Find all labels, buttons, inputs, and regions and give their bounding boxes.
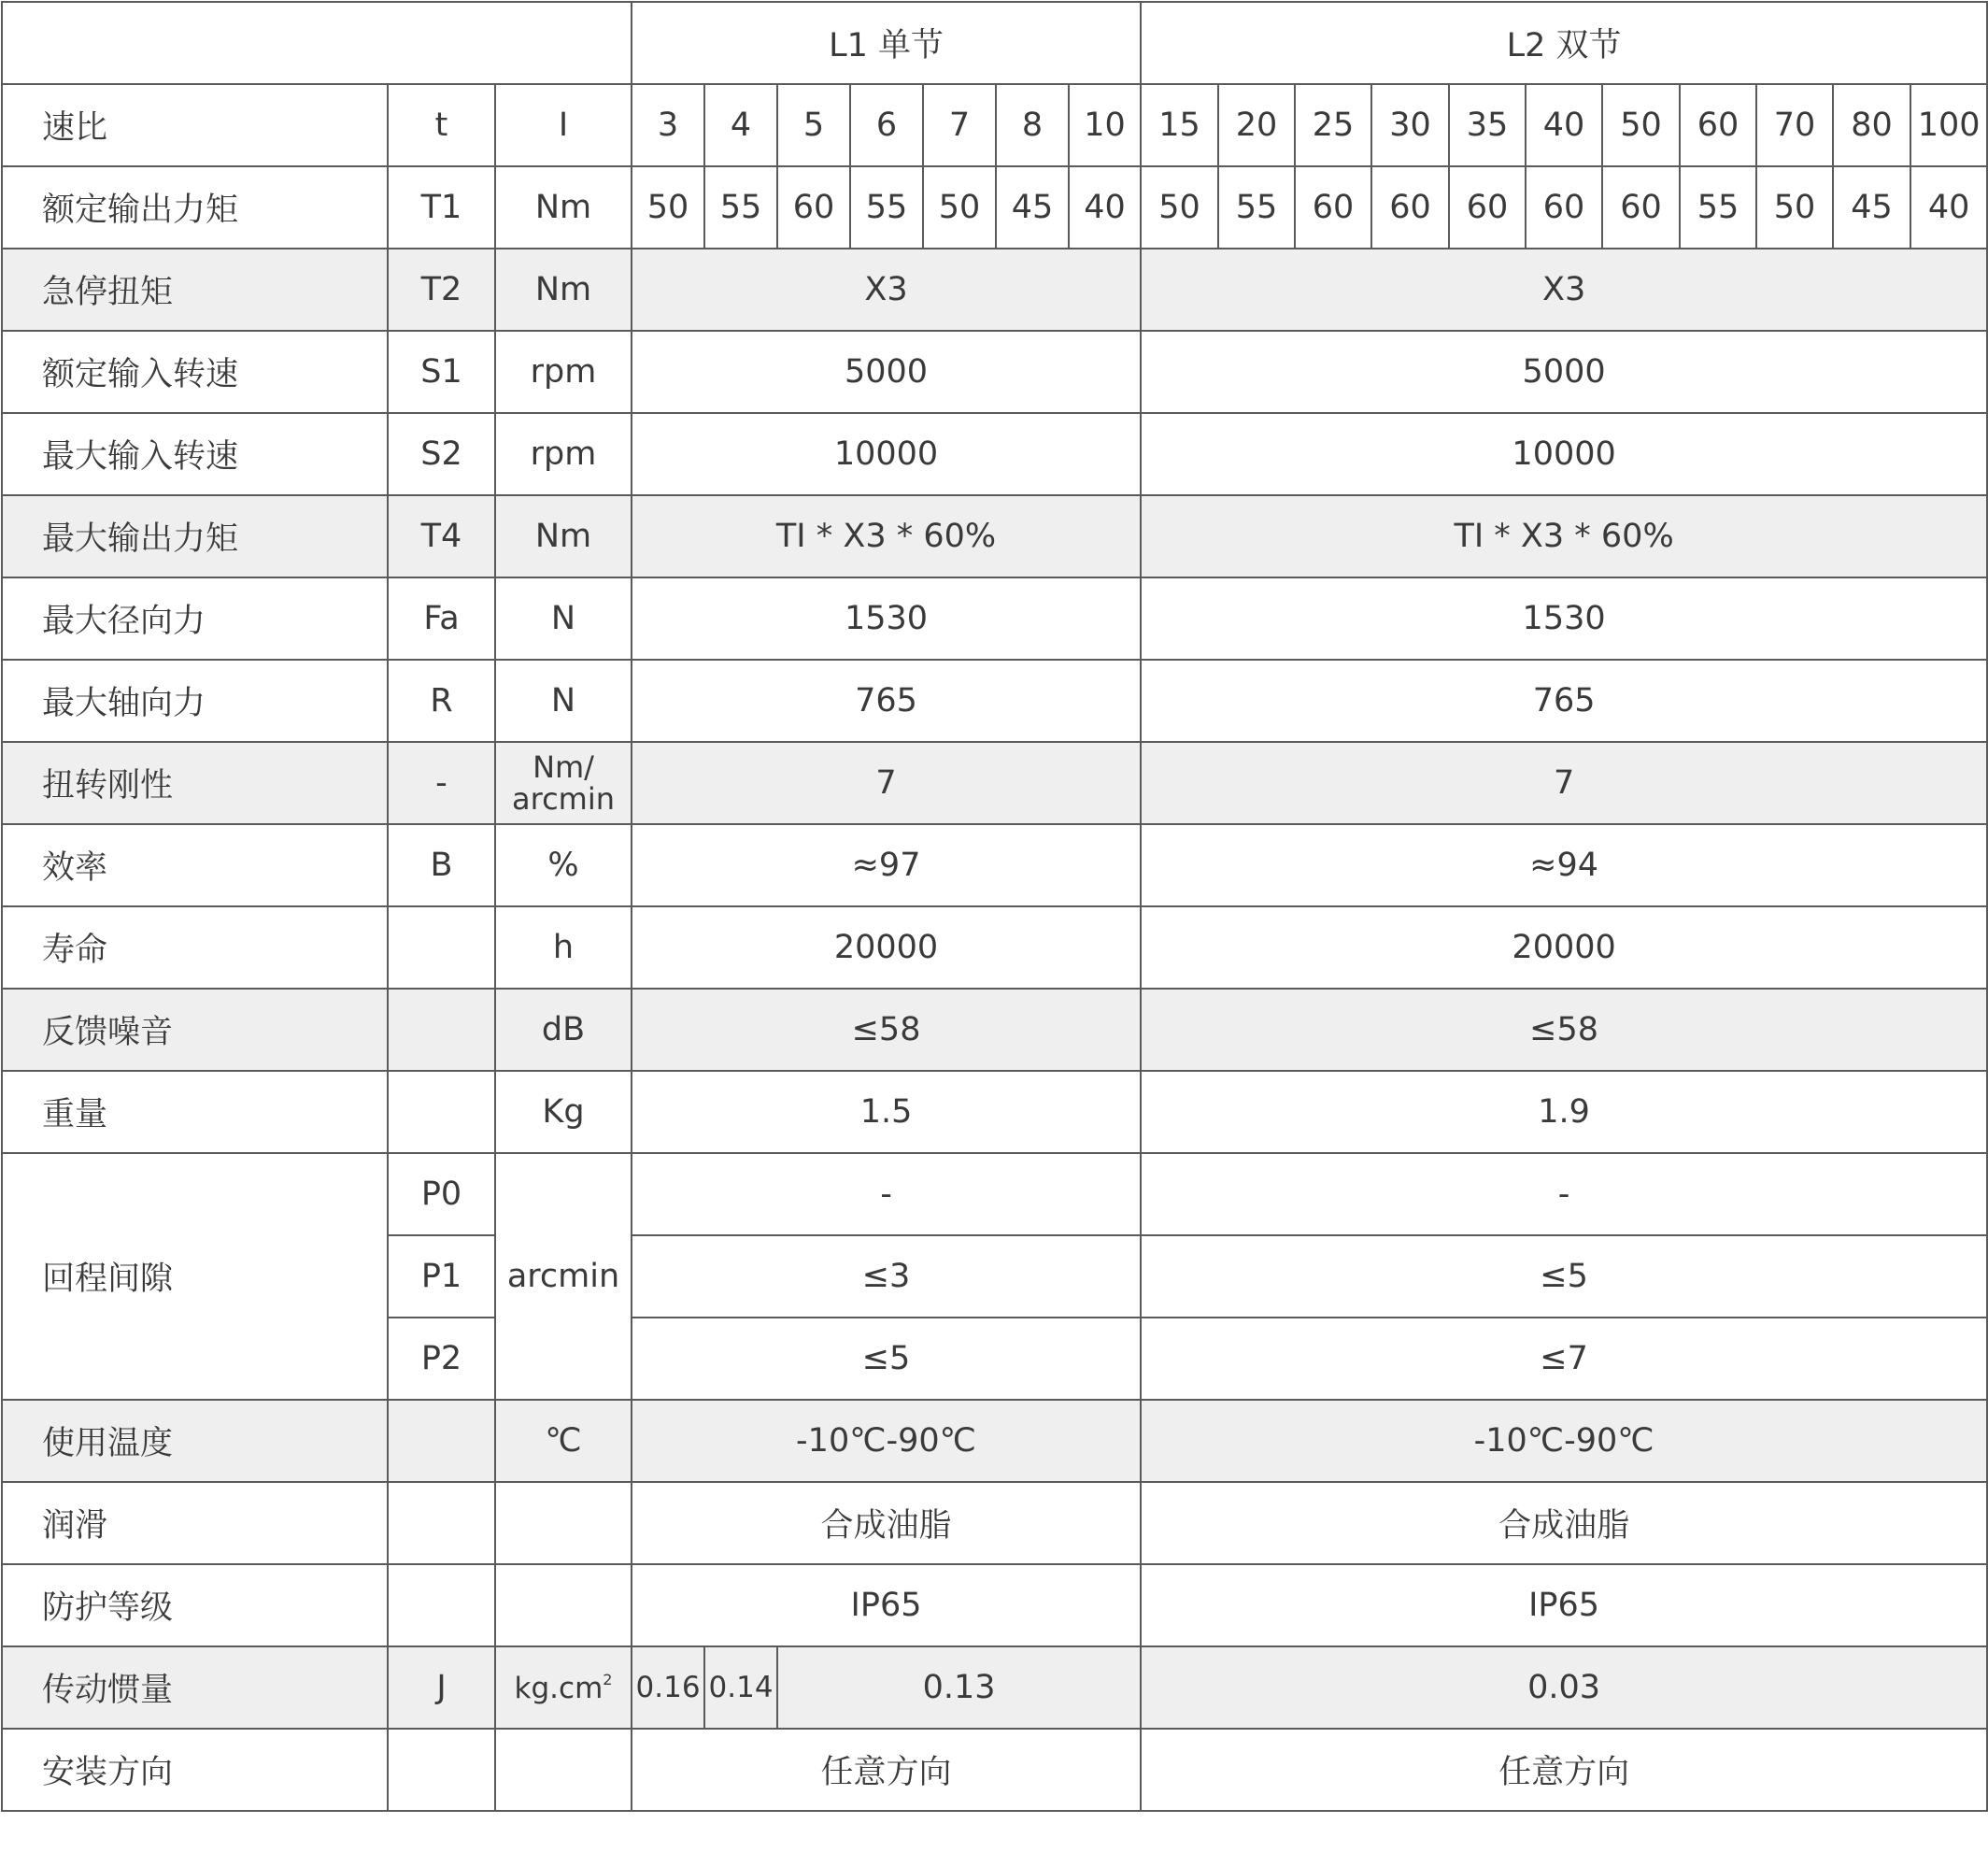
row-unit: N [495, 660, 632, 742]
l1-value: 1.5 [632, 1071, 1141, 1153]
row-name: 润滑 [2, 1482, 388, 1564]
ratio-cell: 25 [1295, 84, 1371, 166]
ratio-cell: 5 [777, 84, 850, 166]
l2-value: ≤7 [1141, 1318, 1987, 1400]
torque-cell: 60 [1526, 166, 1602, 249]
row-symbol: J [388, 1646, 495, 1729]
row-name: 效率 [2, 824, 388, 906]
torque-cell: 40 [1069, 166, 1141, 249]
spec-row [2, 1071, 1987, 1153]
l1-value: X3 [632, 249, 1141, 331]
ratio-cell: 50 [1602, 84, 1680, 166]
row-name: 寿命 [2, 906, 388, 989]
l2-value: TI * X3 * 60% [1141, 495, 1987, 577]
l1-value: ≈97 [632, 824, 1141, 906]
ratio-cell: 8 [996, 84, 1069, 166]
row-name: 传动惯量 [2, 1646, 388, 1729]
row-symbol: B [388, 824, 495, 906]
row-name: 安装方向 [2, 1729, 388, 1811]
l1-value: 0.16 [632, 1646, 704, 1729]
row-symbol: - [388, 742, 495, 824]
row-symbol: S2 [388, 413, 495, 495]
row-unit: rpm [495, 413, 632, 495]
ratio-cell: 35 [1449, 84, 1526, 166]
row-symbol: P2 [388, 1318, 495, 1400]
spec-table [1, 1, 1988, 1812]
row-unit: rpm [495, 331, 632, 413]
unit-superscript: 2 [603, 1670, 613, 1688]
row-name: 重量 [2, 1071, 388, 1153]
row-unit [495, 742, 632, 824]
l2-value: 765 [1141, 660, 1987, 742]
l1-value: 0.13 [777, 1646, 1141, 1729]
row-unit: Nm [495, 249, 632, 331]
l2-value: -10℃-90℃ [1141, 1400, 1987, 1482]
ratio-row [2, 84, 1987, 166]
row-unit: dB [495, 989, 632, 1071]
row-name: 额定输出力矩 [2, 166, 388, 249]
row-unit [495, 1646, 632, 1729]
torque-cell: 60 [1602, 166, 1680, 249]
header-row [2, 2, 1987, 84]
row-unit: Nm [495, 166, 632, 249]
row-symbol [388, 1482, 495, 1564]
torque-cell: 60 [777, 166, 850, 249]
row-unit: h [495, 906, 632, 989]
l1-value: 7 [632, 742, 1141, 824]
unit-line: arcmin [512, 781, 616, 817]
l1-value: TI * X3 * 60% [632, 495, 1141, 577]
spec-row [2, 989, 1987, 1071]
row-symbol [388, 989, 495, 1071]
unit-base: kg.cm [514, 1671, 604, 1705]
ratio-cell: 100 [1910, 84, 1987, 166]
l1-value: 10000 [632, 413, 1141, 495]
l2-value: 1530 [1141, 577, 1987, 660]
torque-cell: 50 [1756, 166, 1833, 249]
spec-row [2, 824, 1987, 906]
row-symbol: P1 [388, 1235, 495, 1318]
row-unit: N [495, 577, 632, 660]
row-symbol: T1 [388, 166, 495, 249]
torque-cell: 45 [1833, 166, 1910, 249]
torque-cell: 45 [996, 166, 1069, 249]
row-symbol: t [388, 84, 495, 166]
row-name: 额定输入转速 [2, 331, 388, 413]
row-symbol: R [388, 660, 495, 742]
l1-value: 合成油脂 [632, 1482, 1141, 1564]
ratio-cell: 80 [1833, 84, 1910, 166]
row-symbol [388, 1729, 495, 1811]
ratio-cell: 40 [1526, 84, 1602, 166]
row-unit: Kg [495, 1071, 632, 1153]
row-symbol: T4 [388, 495, 495, 577]
spec-row [2, 331, 1987, 413]
spec-row [2, 906, 1987, 989]
spec-row [2, 413, 1987, 495]
backlash-row [2, 1153, 1987, 1235]
torque-cell: 50 [632, 166, 704, 249]
l1-value: 5000 [632, 331, 1141, 413]
row-unit [495, 1482, 632, 1564]
torque-cell: 50 [1141, 166, 1218, 249]
ratio-cell: 60 [1680, 84, 1756, 166]
row-name: 防护等级 [2, 1564, 388, 1646]
l1-value: 任意方向 [632, 1729, 1141, 1811]
rated-torque-row [2, 166, 1987, 249]
row-symbol: S1 [388, 331, 495, 413]
row-name: 最大输入转速 [2, 413, 388, 495]
row-name: 最大轴向力 [2, 660, 388, 742]
ratio-cell: 70 [1756, 84, 1833, 166]
l2-value: 7 [1141, 742, 1987, 824]
l2-value: X3 [1141, 249, 1987, 331]
row-symbol [388, 1400, 495, 1482]
spec-row [2, 1729, 1987, 1811]
l2-value: 20000 [1141, 906, 1987, 989]
ratio-cell: 7 [923, 84, 996, 166]
row-name: 最大输出力矩 [2, 495, 388, 577]
l1-value: ≤3 [632, 1235, 1141, 1318]
row-symbol: Fa [388, 577, 495, 660]
torque-cell: 55 [1218, 166, 1295, 249]
spec-row [2, 577, 1987, 660]
l1-value: - [632, 1153, 1141, 1235]
torque-cell: 55 [1680, 166, 1756, 249]
row-name: 回程间隙 [2, 1153, 388, 1400]
spec-row [2, 742, 1987, 824]
inertia-row [2, 1646, 1987, 1729]
spec-row [2, 249, 1987, 331]
l2-value: 1.9 [1141, 1071, 1987, 1153]
spec-row [2, 1400, 1987, 1482]
torque-cell: 60 [1295, 166, 1371, 249]
row-symbol [388, 906, 495, 989]
row-name: 急停扭矩 [2, 249, 388, 331]
l1-value: 20000 [632, 906, 1141, 989]
row-symbol: T2 [388, 249, 495, 331]
row-unit: ℃ [495, 1400, 632, 1482]
row-name: 反馈噪音 [2, 989, 388, 1071]
row-unit: % [495, 824, 632, 906]
spec-row [2, 495, 1987, 577]
l1-value: 765 [632, 660, 1141, 742]
row-name: 使用温度 [2, 1400, 388, 1482]
spec-row [2, 1564, 1987, 1646]
row-unit: I [495, 84, 632, 166]
l2-value: ≈94 [1141, 824, 1987, 906]
l1-value: 1530 [632, 577, 1141, 660]
ratio-cell: 4 [704, 84, 777, 166]
l2-value: 任意方向 [1141, 1729, 1987, 1811]
l1-value: IP65 [632, 1564, 1141, 1646]
spec-row [2, 1482, 1987, 1564]
torque-cell: 55 [704, 166, 777, 249]
row-name: 最大径向力 [2, 577, 388, 660]
l2-value: ≤5 [1141, 1235, 1987, 1318]
l2-value: 10000 [1141, 413, 1987, 495]
l2-value: 合成油脂 [1141, 1482, 1987, 1564]
l1-value: ≤5 [632, 1318, 1141, 1400]
row-unit: Nm [495, 495, 632, 577]
row-symbol: P0 [388, 1153, 495, 1235]
row-unit [495, 1564, 632, 1646]
row-name: 速比 [2, 84, 388, 166]
ratio-cell: 3 [632, 84, 704, 166]
torque-cell: 55 [850, 166, 923, 249]
row-name: 扭转刚性 [2, 742, 388, 824]
l2-value: 5000 [1141, 331, 1987, 413]
l2-value: 0.03 [1141, 1646, 1987, 1729]
l1-value: -10℃-90℃ [632, 1400, 1141, 1482]
spec-row [2, 660, 1987, 742]
torque-cell: 40 [1910, 166, 1987, 249]
ratio-cell: 20 [1218, 84, 1295, 166]
torque-cell: 60 [1449, 166, 1526, 249]
torque-cell: 50 [923, 166, 996, 249]
torque-cell: 60 [1371, 166, 1449, 249]
ratio-cell: 10 [1069, 84, 1141, 166]
row-symbol [388, 1564, 495, 1646]
l1-value: ≤58 [632, 989, 1141, 1071]
l2-value: ≤58 [1141, 989, 1987, 1071]
row-symbol [388, 1071, 495, 1153]
unit-line: Nm/ [532, 749, 594, 785]
l1-value: 0.14 [704, 1646, 777, 1729]
ratio-cell: 15 [1141, 84, 1218, 166]
group-l1-header: L1 单节 [632, 2, 1141, 84]
l2-value: - [1141, 1153, 1987, 1235]
group-l2-header: L2 双节 [1141, 2, 1987, 84]
ratio-cell: 30 [1371, 84, 1449, 166]
row-unit: arcmin [495, 1153, 632, 1400]
l2-value: IP65 [1141, 1564, 1987, 1646]
header-blank-cell [2, 2, 632, 84]
ratio-cell: 6 [850, 84, 923, 166]
row-unit [495, 1729, 632, 1811]
